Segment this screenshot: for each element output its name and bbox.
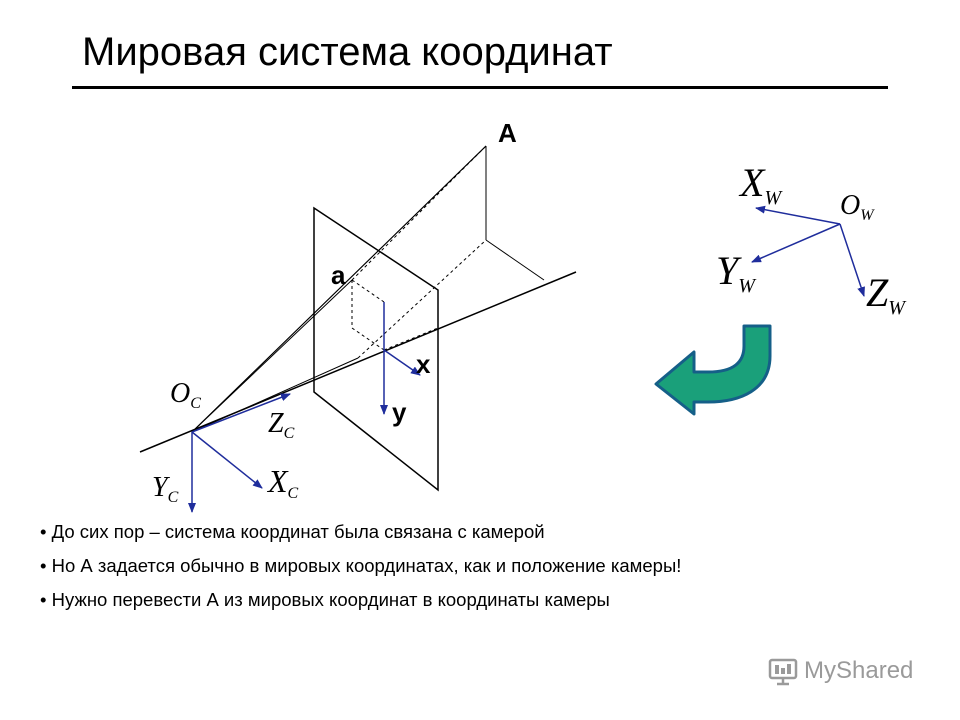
- label-world-x: $X_W$: [740, 160, 782, 209]
- label-point-A: A: [498, 118, 517, 148]
- label-world-origin: $O_W$: [840, 190, 874, 224]
- bullet-text: Нужно перевести А из мировых координат в координаты камеры: [51, 589, 610, 610]
- label-point-a: a: [331, 260, 346, 290]
- curved-arrow-icon: [656, 326, 770, 414]
- watermark-text: MyShared: [804, 657, 914, 684]
- label-axis-x: x: [416, 349, 431, 379]
- watermark: [768, 656, 913, 686]
- bullet-item: • Нужно перевести А из мировых координат в координаты камеры: [40, 589, 610, 610]
- bullet-text: До сих пор – система координат была связана с камерой: [51, 521, 545, 542]
- a-to-plane: [352, 280, 384, 302]
- label-camera-z: $Z_C$: [268, 408, 295, 442]
- label-axis-y: y: [392, 397, 407, 427]
- bullet-item: • Но А задается обычно в мировых координатах, как и положение камеры!: [40, 555, 682, 576]
- world-z-axis: [840, 224, 864, 296]
- label-world-y: $Y_W$: [716, 248, 755, 297]
- label-camera-y: $Y_C$: [152, 472, 179, 506]
- plane-x-axis: [384, 350, 420, 375]
- bullet-text: Но А задается обычно в мировых координатах, как и положение камеры!: [51, 555, 682, 576]
- label-camera-x: XC: [268, 463, 299, 502]
- a-base: [352, 328, 384, 350]
- world-x-axis: [756, 208, 840, 224]
- page-title: Мировая система координат: [82, 30, 613, 74]
- ray-bottom-dashed: [358, 240, 486, 358]
- camera-x-axis: [192, 432, 262, 488]
- bullet-list: [40, 520, 820, 622]
- label-camera-origin: $O_C$: [170, 378, 201, 412]
- bullet-item: • До сих пор – система координат была связана с камерой: [40, 521, 545, 542]
- axis-dashed-behind: [384, 328, 438, 350]
- world-y-axis: [752, 224, 840, 262]
- label-world-z: $Z_W$: [866, 270, 905, 319]
- A-horizontal: [486, 240, 544, 280]
- optical-axis: [140, 272, 576, 452]
- presentation-icon: [768, 656, 798, 686]
